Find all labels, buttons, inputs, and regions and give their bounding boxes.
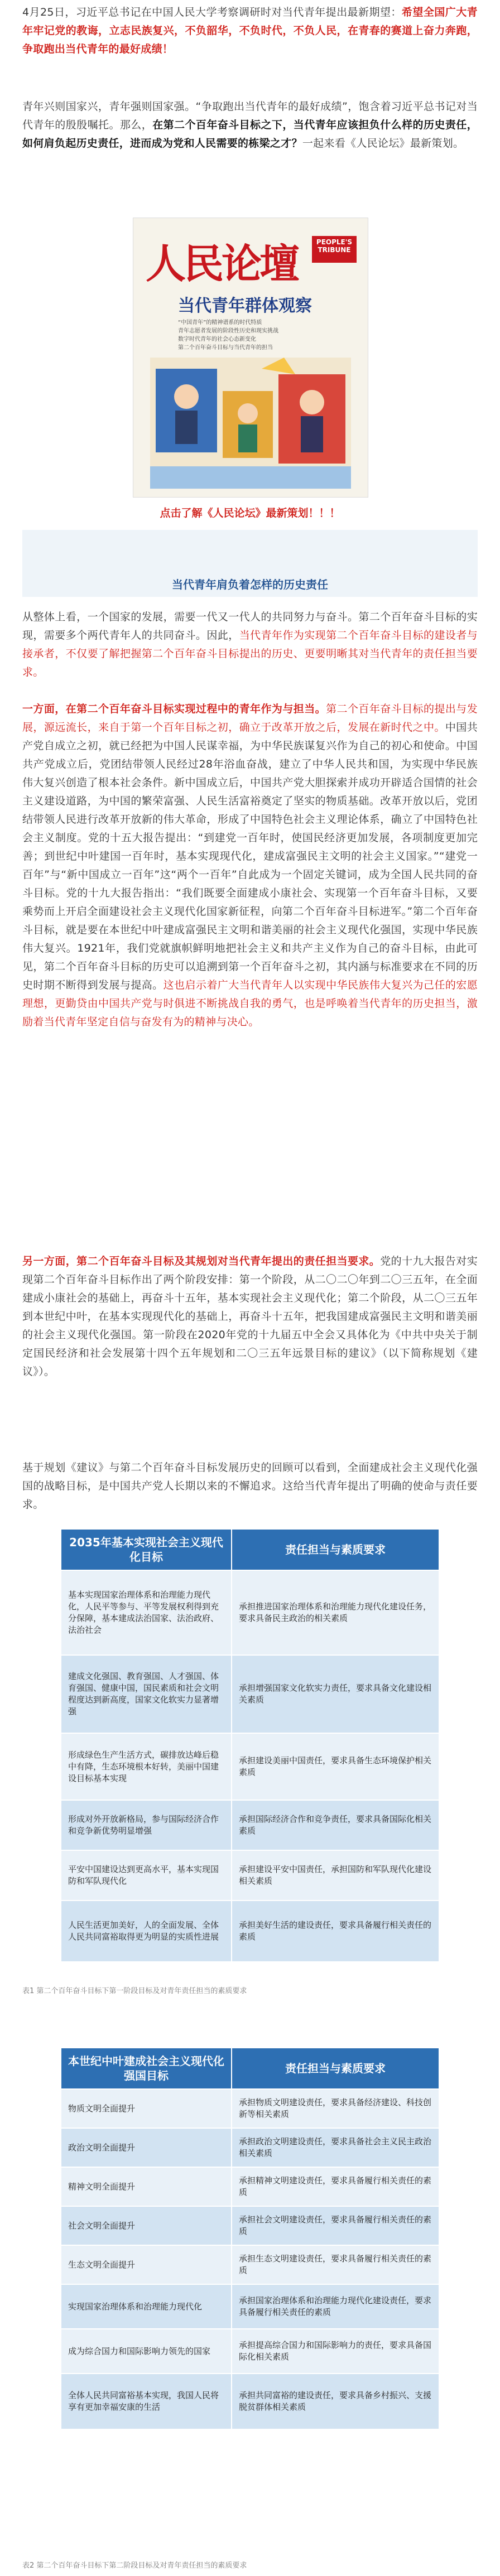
table-cell-requirement: 承担国际经济合作和竞争责任，要求具备国际化相关素质: [232, 1800, 439, 1850]
cover-headline: “中国青年”的精神谱系的时代特质: [178, 320, 262, 326]
para2-heading: 一方面，在第二个百年奋斗目标实现过程中的青年作为与担当。: [22, 703, 326, 715]
para3-heading: 另一方面，第二个百年奋斗目标及其规划对当代青年提出的责任担当要求。: [22, 1255, 381, 1267]
table-cell-goal: 平安中国建设达到更高水平，基本实现国防和军队现代化: [61, 1850, 232, 1900]
table-row: [61, 1570, 439, 1655]
intro-quote: 希望全国广大青年牢记党的教诲，立志民族复兴，不负韶华，不负时代，不负人民，在青春的赛道上奋力奔跑，争取跑出当代青年的最好成绩！: [22, 6, 478, 55]
table-cell-requirement: 承担政治文明建设责任，要求具备社会主义民主政治相关素质: [232, 2128, 439, 2167]
table-cell-requirement: 承担建设平安中国责任，承担国防和军队现代化建设相关素质: [232, 1850, 439, 1900]
body-paragraph-3: [22, 1252, 478, 1381]
table-row: [61, 2374, 439, 2429]
table-row: [61, 1655, 439, 1733]
table-cell-goal: 全体人民共同富裕基本实现，我国人民将享有更加幸福安康的生活: [61, 2374, 232, 2429]
table1-caption: 表1 第二个百年奋斗目标下第一阶段目标及对青年责任担当的素质要求: [22, 1987, 247, 1995]
table-row: [61, 2206, 439, 2245]
table-cell-requirement: 承担物质文明建设责任，要求具备经济建设、科技创新等相关素质: [232, 2089, 439, 2128]
magazine-issue-badge: PEOPLE'S TRIBUNE: [312, 236, 357, 263]
table-cell-requirement: 承担增强国家文化软实力责任，要求具备文化建设相关素质: [232, 1655, 439, 1733]
table-row: [61, 1900, 439, 1962]
cover-title: 当代青年群体观察: [178, 296, 312, 316]
table-row: [61, 2089, 439, 2128]
body-paragraph-4: 基于规划《建议》与第二个百年奋斗目标发展历史的回顾可以看到，全面建成社会主义现代化强国的战略目标，是中国共产党人长期以来的不懈追求。这给当代青年提出了明确的使命与责任要求。: [22, 1461, 478, 1511]
goals-table-2035: [60, 1528, 440, 1962]
table-row: [61, 1733, 439, 1800]
goals-table-mid-century: [60, 2047, 440, 2430]
table-cell-requirement: 承担提高综合国力和国际影响力的责任，要求具备国际化相关素质: [232, 2329, 439, 2374]
table-cell-requirement: 承担建设美丽中国责任，要求具备生态环境保护相关素质: [232, 1733, 439, 1800]
para2-highlight-end: 这也启示着广大当代青年人以实现中华民族伟大复兴为己任的宏愿理想，更勤贷由中国共产党与时俱进不断挑战自我的勇气，也是呼唤着当代青年的历史担当，激励着当代青年坚定自信与奋发有为的精神与决心。: [22, 979, 478, 1028]
para1-text: 从整体上看，一个国家的发展，需要一代又一代人的共同努力与奋斗。第二个百年奋斗目标的实现，需要多个两代青年人的共同奋斗。因此，: [22, 611, 478, 641]
table-cell-requirement: 承担生态文明建设责任，要求具备履行相关责任的素质: [232, 2245, 439, 2284]
table-header-row: [61, 2048, 439, 2089]
magazine-logo: 人民论壇: [146, 240, 298, 287]
section-banner: [22, 530, 478, 597]
table-cell-goal: 成为综合国力和国际影响力领先的国家: [61, 2329, 232, 2374]
table-row: [61, 2128, 439, 2167]
table-cell-requirement: 承担精神文明建设责任，要求具备履行相关责任的素质: [232, 2167, 439, 2206]
para2-highlight: 第二个百年奋斗目标的提出与发展，源远流长，来自于第一个百年目标之初，确立于改革开放之后，发展在新时代之中。: [22, 703, 478, 734]
body-paragraph-1: [22, 608, 478, 682]
table-cell-goal: 政治文明全面提升: [61, 2128, 232, 2167]
table-header-row: [61, 1529, 439, 1570]
lead-text-b: 在第二个百年奋斗目标之下，当代青年应该担负什么样的历史责任，如何肩负起历史责任，进而成为党和人民需要的栋梁之才？: [22, 119, 478, 149]
table-cell-requirement: 承担社会文明建设责任，要求具备履行相关责任的素质: [232, 2206, 439, 2245]
lead-text-a: 青年兴则国家兴，青年强则国家强。“争取跑出当代青年的最好成绩”，饱含着习近平总书记对当代青年的殷殷嘱托。那么，: [22, 100, 478, 131]
lead-text-c: 一起来看《人民论坛》最新策划。: [302, 137, 464, 149]
table-cell-goal: 建成文化强国、教育强国、人才强国、体育强国、健康中国，国民素质和社会文明程度达到新高度，国家文化软实力显著增强: [61, 1655, 232, 1733]
table-row: [61, 2245, 439, 2284]
table2-caption: 表2 第二个百年奋斗目标下第二阶段目标及对青年责任担当的素质要求: [22, 2561, 247, 2570]
table-cell-requirement: 承担美好生活的建设责任，要求具备履行相关责任的素质: [232, 1900, 439, 1962]
cover-headline: 第二个百年奋斗目标与当代青年的担当: [178, 345, 273, 351]
table-header-goal: 2035年基本实现社会主义现代化目标: [61, 1529, 232, 1570]
cover-headline: 青年志愿者发展的阶段性历史和现实挑战: [178, 328, 278, 334]
table-row: [61, 1850, 439, 1900]
table-cell-requirement: 承担推进国家治理体系和治理能力现代化建设任务，要求具备民主政治的相关素质: [232, 1570, 439, 1655]
magazine-cover-image[interactable]: [133, 218, 368, 498]
para1-highlight: 当代青年作为实现第二个百年奋斗目标的建设者与接承者，不仅要了解把握第二个百年奋斗目标提出的历史、更要明晰其对当代青年的责任担当要求。: [22, 629, 478, 678]
intro-lead: 习近平总书记在中国人民大学考察调研时对当代青年提出最新期望：: [75, 6, 402, 18]
section-title: 当代青年肩负着怎样的历史责任: [172, 578, 328, 591]
cover-illustration: [150, 358, 351, 489]
table-cell-requirement: 承担共同富裕的建设责任，要求具备乡村振兴、支援脱贫群体相关素质: [232, 2374, 439, 2429]
table-cell-goal: 基本实现国家治理体系和治理能力现代化，人民平等参与、平等发展权利得到充分保障，基本建成法治国家、法治政府、法治社会: [61, 1570, 232, 1655]
table-row: [61, 2284, 439, 2329]
intro-date: 4月25日，: [22, 6, 76, 18]
lead-paragraph: [22, 98, 478, 153]
table-header-requirement: 责任担当与素质要求: [232, 2048, 439, 2089]
table-cell-goal: 社会文明全面提升: [61, 2206, 232, 2245]
cover-link-caption[interactable]: 点击了解《人民论坛》最新策划！！！: [160, 507, 340, 519]
table-cell-goal: 人民生活更加美好，人的全面发展、全体人民共同富裕取得更为明显的实质性进展: [61, 1900, 232, 1962]
table-row: [61, 2167, 439, 2206]
table-cell-goal: 精神文明全面提升: [61, 2167, 232, 2206]
table-cell-goal: 形成绿色生产生活方式，碳排放达峰后稳中有降，生态环境根本好转，美丽中国建设目标基本实现: [61, 1733, 232, 1800]
para2-text: 中国共产党自成立之初，就已经把为中国人民谋幸福，为中华民族谋复兴作为自己的初心和使命。中国共产党成立后，党团结带领人民经过28年浴血奋战，建立了中华人民共和国，为实现中华民族伟大复兴创造了根本社会条件。新中国成立后，中国共产党大胆探索并成功开辟适合国情的社会主义建设道路，为中国的繁荣富强、人民生活富裕奠定了坚实的物质基础。改革开放以后，党团结带领人民进行改革开放新的伟大革命，形成了中国特色社会主义理论体系，确立了中国特色社会主义制度。党的十五大报告提出：“到建党一百年时，使国民经济更加发展，各项制度更加完善；到世纪中叶建国一百年时，基本实现现代化，建成富强民主文明的社会主义国家。”“建党一百年”与“新中国成立一百年”这“两个一百年”自此成为一个固定关键词，成为全国人民共同的奋斗目标。党的十九大报告指出：“我们既要全面建成小康社会、实现第一个百年奋斗目标，又要乘势而上开启全面建设社会主义现代化国家新征程，向第二个百年奋斗目标进军。”第二个百年奋斗目标，就是要在本世纪中叶建成富强民主文明和谐美丽的社会主义现代化强国，实现中华民族伟大复兴。1921年，我们党就旗帜鲜明地把社会主义和共产主义作为自己的奋斗目标，由此可见，第二个百年奋斗目标的历史可以追溯到第一个百年奋斗之初，其内涵与标准要求在不同的历史时期不断得到发展与提高。: [22, 721, 478, 991]
table-cell-goal: 生态文明全面提升: [61, 2245, 232, 2284]
table-row: [61, 2329, 439, 2374]
table-cell-requirement: 承担国家治理体系和治理能力现代化建设责任，要求具备履行相关责任的素质: [232, 2284, 439, 2329]
intro-paragraph: [22, 3, 478, 59]
table-cell-goal: 物质文明全面提升: [61, 2089, 232, 2128]
para3-text: 党的十九大报告对实现第二个百年奋斗目标作出了两个阶段安排：第一个阶段，从二〇二〇年到二〇三五年，在全面建成小康社会的基础上，再奋斗十五年，基本实现社会主义现代化；第二个阶段，从二〇三五年到本世纪中叶，在基本实现现代化的基础上，再奋斗十五年，把我国建成富强民主文明和谐美丽的社会主义现代化强国。第一阶段在2020年党的十九届五中全会又具体化为《中共中央关于制定国民经济和社会发展第十四个五年规划和二〇三五年远景目标的建议》（以下简称规划《建议》）。: [22, 1255, 478, 1378]
table-header-goal: 本世纪中叶建成社会主义现代化强国目标: [61, 2048, 232, 2089]
cover-headlines: [178, 319, 323, 352]
cover-headline: 数字时代青年的社会心态新变化: [178, 336, 256, 342]
table-header-requirement: 责任担当与素质要求: [232, 1529, 439, 1570]
table-cell-goal: 实现国家治理体系和治理能力现代化: [61, 2284, 232, 2329]
table-row: [61, 1800, 439, 1850]
table-cell-goal: 形成对外开放新格局，参与国际经济合作和竞争新优势明显增强: [61, 1800, 232, 1850]
body-paragraph-2: [22, 700, 478, 1031]
